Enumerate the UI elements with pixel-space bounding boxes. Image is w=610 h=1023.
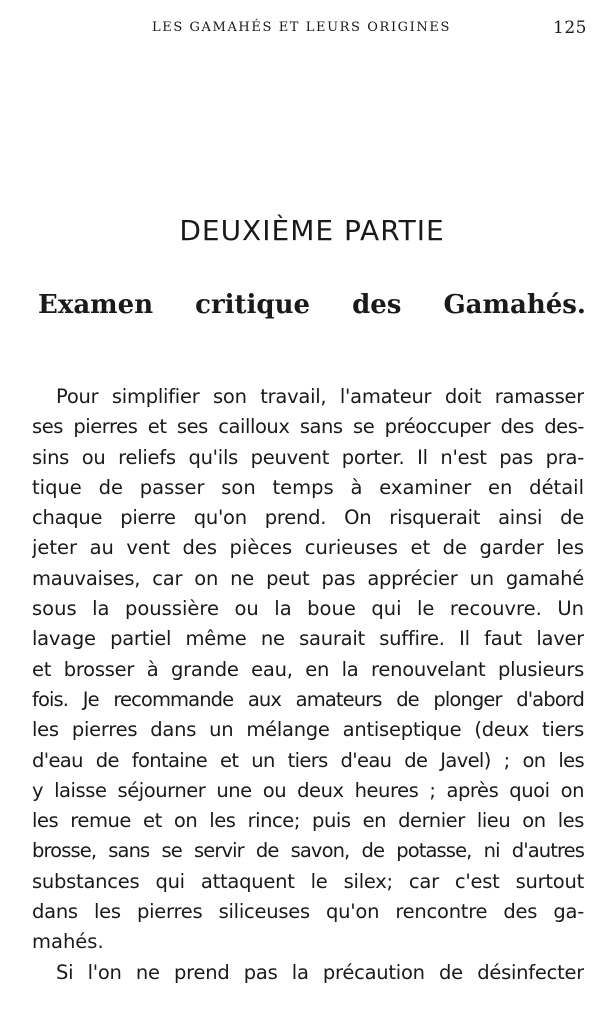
page-number: 125 [553, 18, 587, 38]
part-title: DEUXIÈME PARTIE [179, 214, 445, 247]
text-line: tique de passer son temps à examiner en détail [32, 475, 584, 499]
text-line: sous la poussière ou la boue qui le recouvre. Un [32, 597, 584, 621]
paragraph [32, 958, 584, 988]
text-line: Si l'on ne prend pas la précaution de désinfecter [56, 960, 584, 984]
text-line: les remue et on les rince; puis en dernier lieu on les [32, 809, 584, 833]
paragraph [32, 382, 584, 958]
text-line: chaque pierre qu'on prend. On risquerait ainsi de [32, 506, 584, 530]
text-line: fois. Je recommande aux amateurs de plonger d'abord [32, 687, 584, 711]
text-line: Pour simplifier son travail, l'amateur doit ramasser [56, 385, 584, 408]
text-line: mauvaises, car on ne peut pas apprécier un gamahé [32, 566, 584, 590]
text-line: brosse, sans se servir de savon, de potasse, ni d'autres [32, 839, 584, 863]
text-line: ses pierres et ses cailloux sans se préoccuper des des- [32, 415, 584, 439]
text-line: sins ou reliefs qu'ils peuvent porter. Il n'est pas pra- [32, 445, 584, 469]
text-line: et brosser à grande eau, en la renouvelant plusieurs [32, 657, 584, 681]
section-title: Examen critique des Gamahés. [38, 290, 586, 320]
body-text [32, 382, 584, 988]
text-line: jeter au vent des pièces curieuses et de garder les [32, 536, 584, 560]
text-line: lavage partiel même ne saurait suffire. Il faut laver [32, 627, 584, 651]
text-line: mahés. [32, 930, 104, 954]
text-line: y laisse séjourner une ou deux heures ; après quoi on [32, 778, 584, 802]
running-head [0, 20, 610, 44]
text-line: d'eau de fontaine et un tiers d'eau de Javel) ; on les [32, 748, 584, 772]
running-title: LES GAMAHÉS ET LEURS ORIGINES [152, 20, 451, 35]
text-line: substances qui attaquent le silex; car c'est surtout [32, 869, 584, 893]
text-line: les pierres dans un mélange antiseptique (deux tiers [32, 718, 584, 742]
text-line: dans les pierres siliceuses qu'on rencontre des ga- [32, 900, 584, 924]
